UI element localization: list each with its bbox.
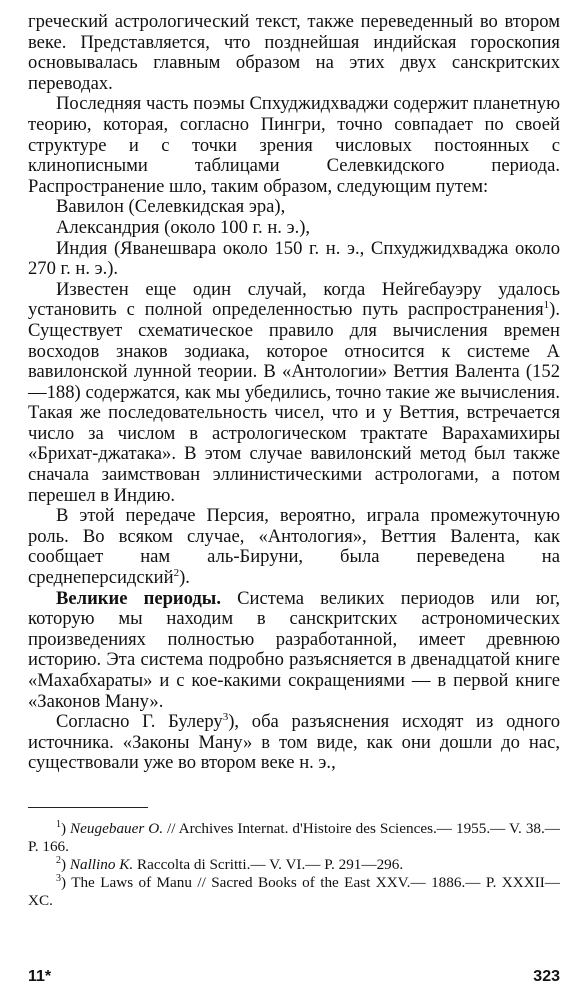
page-body (28, 12, 560, 910)
section-heading: Великие периоды. (56, 587, 221, 609)
paragraph-2: Последняя часть поэмы Спхуджидхваджи содержит планетную теорию, которая, согласно Пингри, точно совпадает по своей структуре и с точки зрения числовых постоянных с клинописными таблицами Селевкидского периода. Распространение шло, таким образом, следующим путем: (28, 93, 560, 197)
route-alexandria: Александрия (около 100 г. н. э.), (56, 216, 311, 238)
page-number: 323 (533, 968, 560, 985)
footnote-1-number: 1 (56, 818, 61, 830)
signature-mark: 11* (28, 968, 52, 985)
footnote-ref-1: 1 (543, 299, 550, 312)
route-babylon: Вавилон (Селевкидская эра), (56, 196, 286, 218)
paragraph-3-start: Известен еще один случай, когда Нейгебауэру удалось установить с полной определенностью путь распространения (28, 278, 560, 321)
paragraph-4 (28, 506, 560, 588)
route-list (28, 197, 560, 279)
footnote-2-number: 2 (56, 854, 61, 866)
paragraph-3 (28, 280, 560, 507)
footnote-2 (28, 856, 560, 874)
footnote-3-paren: ) (61, 873, 67, 891)
footnote-1-paren: ) (61, 819, 71, 837)
paragraph-5 (28, 589, 560, 713)
footnote-divider (28, 807, 148, 808)
paragraph-4-start: В этой передаче Персия, вероятно, играла промежуточную роль. Во всяком случае, «Антология», Веттия Валента, как сообщает нам аль-Бируни, была переведена на среднеперсидский (28, 505, 560, 589)
footnote-1-text: // Archives Internat. d'Histoire des Sciences.— 1955.— V. 38.— P. 166. (28, 819, 560, 855)
footnote-2-text: Raccolta di Scritti.— V. VI.— P. 291—296. (133, 855, 404, 873)
footnote-2-author: Nallino K. (69, 855, 134, 873)
paragraph-6-start: Согласно Г. Булеру (56, 711, 223, 733)
paragraph-1: греческий астрологический текст, также переведенный во втором веке. Представляется, что позднейшая индийская гороскопия основывалась главным образом на этих двух санскритских переводах. (28, 11, 560, 94)
footnote-3 (28, 874, 560, 910)
footnote-2-paren: ) (61, 855, 70, 873)
footnote-ref-3: 3 (222, 711, 229, 723)
paragraph-5-text: Система великих периодов или юг, которую мы находим в санскритских астрономических произведениях полностью разработанной, имеет древнюю историю. Эта система подробно разъясняется в двенадцатой книге «Махабхараты» и с кое-какими сокращениями — в первой книге «Законов Ману». (28, 587, 560, 712)
paragraph-3-rest: ). Существует схематическое правило для вычисления времен восходов знаков зодиака, которое относится к системе А вавилонской лунной теории. В «Антологии» Веттия Валента (152—188) содержатся, как мы убедились, точно такие же вычисления. Такая же последовательность чисел, что и у Веттия, встречается число за числом в астрологическом трактате Варахамихиры «Брихат-джатака». В этом случае вавилонский метод был также сначала заимствован эллинистическими астрологами, а потом перешел в Индию. (28, 299, 560, 506)
footnote-3-number: 3 (56, 872, 61, 884)
footnote-ref-2: 2 (173, 566, 180, 579)
footnote-1 (28, 820, 560, 856)
footnote-3-text: The Laws of Manu // Sacred Books of the East XXV.— 1886.— P. XXXII—XC. (28, 873, 560, 909)
footnote-1-author: Neugebauer O. (70, 819, 164, 837)
route-india: Индия (Яванешвара около 150 г. н. э., Спхуджидхваджа около 270 г. н. э.). (28, 237, 560, 280)
paragraph-6 (28, 712, 560, 774)
paragraph-4-rest: ). (179, 567, 190, 589)
paragraph-6-rest: ), оба разъяснения исходят из одного источника. «Законы Ману» в том виде, как они дошли до нас, существовали уже во втором веке н. э., (28, 711, 560, 774)
